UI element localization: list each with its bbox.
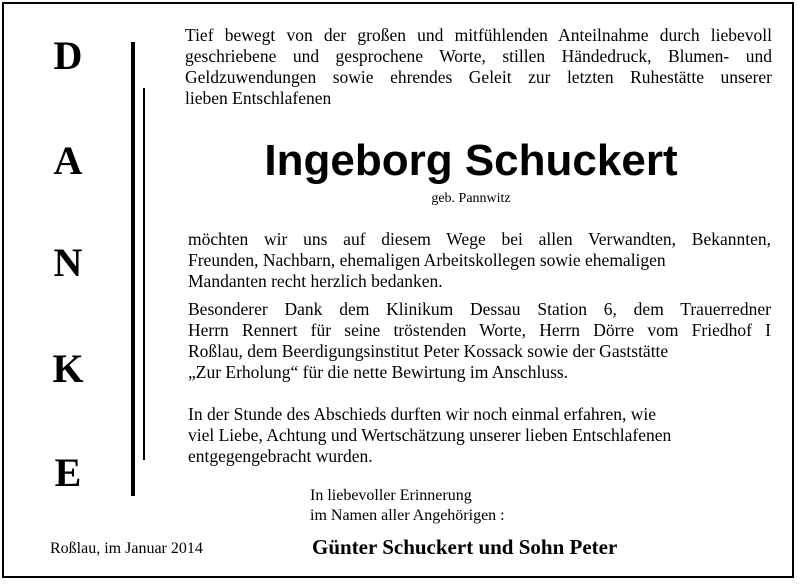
- special-thanks-line: Roßlau, dem Beerdigungsinstitut Peter Kossack sowie der Gaststätte: [188, 341, 669, 361]
- special-thanks-line: „Zur Erholung“ für die nette Bewirtung im Anschluss.: [188, 362, 569, 382]
- vertical-rule-thin: [143, 88, 145, 460]
- farewell-line: In der Stunde des Abschieds durften wir noch einmal erfahren, wie: [188, 404, 656, 424]
- signatories: Günter Schuckert und Sohn Peter: [312, 535, 618, 559]
- side-letter-d: D: [53, 33, 83, 78]
- deceased-name: Ingeborg Schuckert: [264, 136, 678, 185]
- special-thanks-line: Herrn Rennert für seine tröstenden Worte, Herrn Dörre vom Friedhof I: [188, 320, 771, 340]
- intro-line: Geldzuwendungen sowie ehrendes Geleit zur letzten Ruhestätte unserer: [185, 67, 772, 87]
- side-letter-k: K: [52, 346, 84, 391]
- special-thanks-paragraph: [188, 299, 771, 383]
- closing-block: [310, 486, 505, 526]
- closing-line: im Namen aller Angehörigen :: [310, 507, 505, 524]
- intro-paragraph: [185, 25, 772, 109]
- thanks-line: Freunden, Nachbarn, ehemaligen Arbeitskollegen sowie ehemaligen: [188, 250, 666, 270]
- birth-name: geb. Pannwitz: [431, 191, 511, 206]
- thanks-paragraph: [188, 229, 771, 292]
- farewell-line: entgegengebracht wurden.: [188, 446, 373, 466]
- side-letter-n: N: [53, 240, 83, 285]
- place-date: Roßlau, im Januar 2014: [50, 540, 203, 557]
- intro-line: geschriebene und gesprochene Worte, stillen Händedruck, Blumen- und: [185, 46, 772, 66]
- special-thanks-line: Besonderer Dank dem Klinikum Dessau Station 6, dem Trauerredner: [188, 299, 771, 319]
- farewell-line: viel Liebe, Achtung und Wertschätzung unserer lieben Entschlafenen: [188, 425, 672, 445]
- vertical-rule-thick: [131, 42, 135, 496]
- farewell-paragraph: [188, 404, 771, 467]
- closing-line: In liebevoller Erinnerung: [310, 487, 472, 504]
- intro-line: lieben Entschlafenen: [185, 88, 332, 108]
- thanks-line: Mandanten recht herzlich bedanken.: [188, 271, 443, 291]
- side-letter-e: E: [54, 450, 82, 495]
- thanks-line: möchten wir uns auf diesem Wege bei allen Verwandten, Bekannten,: [188, 229, 771, 249]
- intro-line: Tief bewegt von der großen und mitfühlenden Anteilnahme durch liebevoll: [185, 25, 772, 45]
- side-letter-a: A: [53, 138, 83, 183]
